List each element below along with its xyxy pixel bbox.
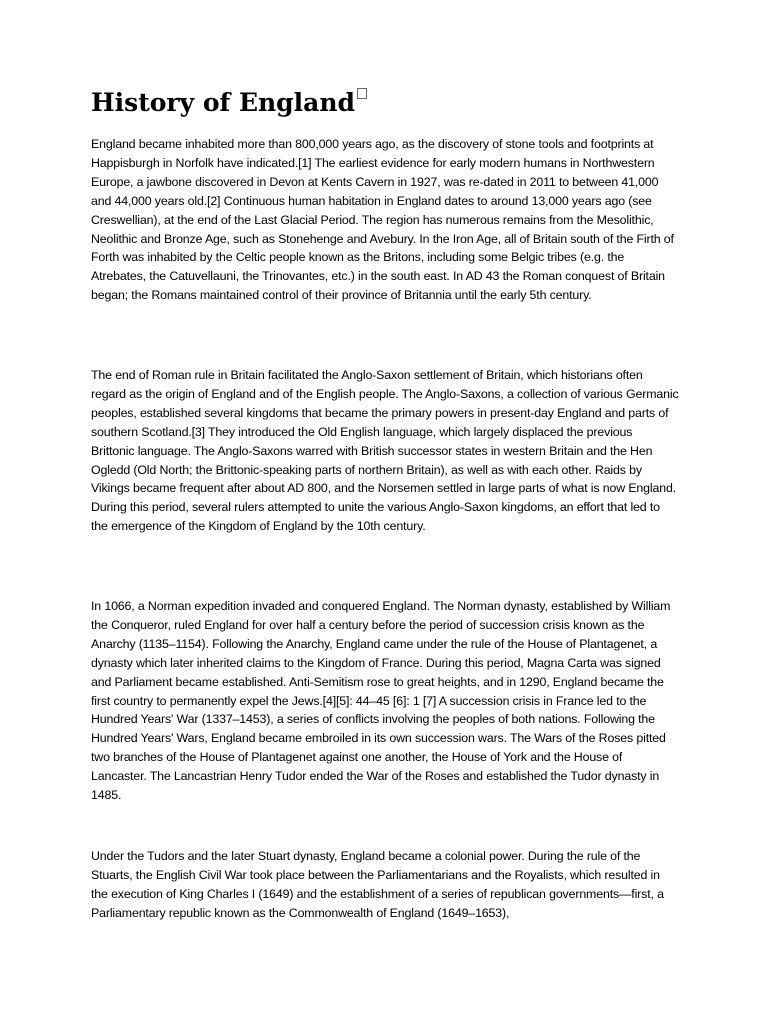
page-title <box>91 86 367 120</box>
page-title-text: History of England <box>91 88 356 117</box>
paragraph-tudor-stuart: Under the Tudors and the later Stuart dynasty, England became a colonial power. During the rule of the Stuarts, the English Civil War took place between the Parliamentarians and the Royalists, which resulted in the execution of King Charles I (1649) and the establishment of a series of republican governments—first, a Parliamentary republic known as the Commonwealth of England (1649–1653), <box>91 849 664 920</box>
paragraph-prehistory: England became inhabited more than 800,000 years ago, as the discovery of stone tools and footprints at Happisburgh in Norfolk have indicated.[1] The earliest evidence for early modern humans in Northwestern Europe, a jawbone discovered in Devon at Kents Cavern in 1927, was re-dated in 2011 to between 41,000 and 44,000 years old.[2] Continuous human habitation in England dates to around 13,000 years ago (see Creswellian), at the end of the Last Glacial Period. The region has numerous remains from the Mesolithic, Neolithic and Bronze Age, such as Stonehenge and Avebury. In the Iron Age, all of Britain south of the Firth of Forth was inhabited by the Celtic people known as the Britons, including some Belgic tribes (e.g. the Atrebates, the Catuvellauni, the Trinovantes, etc.) in the south east. In AD 43 the Roman conquest of Britain began; the Romans maintained control of their province of Britannia until the early 5th century. <box>91 137 674 303</box>
missing-glyph-box <box>357 88 367 99</box>
paragraph-anglo-saxon: The end of Roman rule in Britain facilitated the Anglo-Saxon settlement of Britain, which historians often regard as the origin of England and of the English people. The Anglo-Saxons, a collection of various Germanic peoples, established several kingdoms that became the primary powers in present-day England and parts of southern Scotland.[3] They introduced the Old English language, which largely displaced the previous Brittonic language. The Anglo-Saxons warred with British successor states in western Britain and the Hen Ogledd (Old North; the Brittonic-speaking parts of northern Britain), as well as with each other. Raids by Vikings became frequent after about AD 800, and the Norsemen settled in large parts of what is now England. During this period, several rulers attempted to unite the various Anglo-Saxon kingdoms, an effort that led to the emergence of the Kingdom of England by the 10th century. <box>91 368 679 534</box>
paragraph-norman-plantagenet: In 1066, a Norman expedition invaded and conquered England. The Norman dynasty, established by William the Conqueror, ruled England for over half a century before the period of succession crisis known as the Anarchy (1135–1154). Following the Anarchy, England came under the rule of the House of Plantagenet, a dynasty which later inherited claims to the Kingdom of France. During this period, Magna Carta was signed and Parliament became established. Anti-Semitism rose to great heights, and in 1290, England became the first country to permanently expel the Jews.[4][5]: 44–45 [6]: 1 [7] A succession crisis in France led to the Hundred Years' War (1337–1453), a series of conflicts involving the peoples of both nations. Following the Hundred Years' Wars, England became embroiled in its own succession wars. The Wars of the Roses pitted two branches of the House of Plantagenet against one another, the House of York and the House of Lancaster. The Lancastrian Henry Tudor ended the War of the Roses and established the Tudor dynasty in 1485. <box>91 599 671 803</box>
